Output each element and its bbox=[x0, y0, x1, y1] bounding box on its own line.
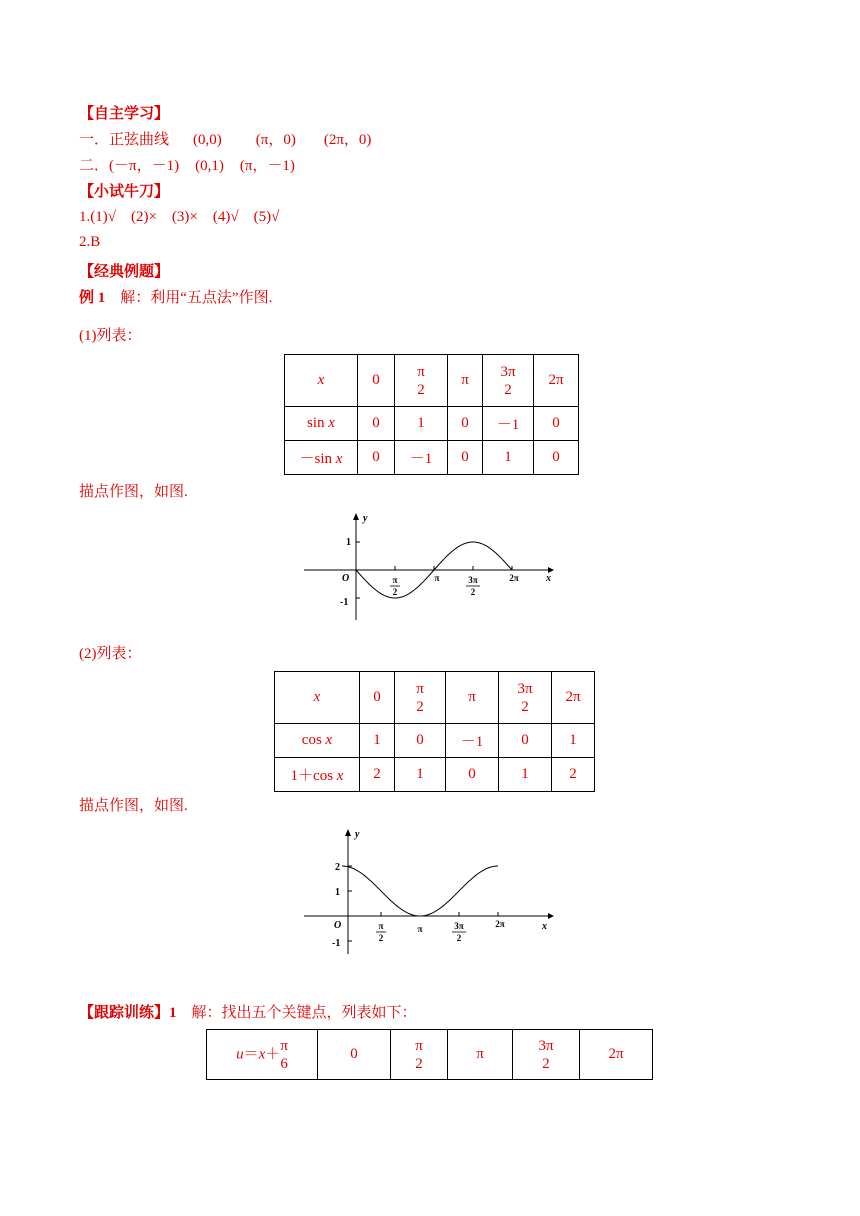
answer-1-point-2: (π，0) bbox=[255, 132, 296, 148]
graph-1-tick-neg1: -1 bbox=[340, 597, 349, 608]
value-table-3 bbox=[206, 1029, 653, 1080]
one-plus-cos-curve bbox=[342, 866, 498, 916]
table-2-header-0: 0 bbox=[360, 672, 395, 724]
value-table-1 bbox=[284, 354, 579, 475]
table-2-cell: 2 bbox=[552, 758, 595, 792]
graph-1-tick-pi2-den: 2 bbox=[392, 587, 398, 597]
graph-2-tick-2pi: 2π bbox=[495, 919, 505, 929]
table-2-header-3pi-over-2: 3π 2 bbox=[499, 672, 552, 724]
graph-1-tick-pi: π bbox=[434, 573, 440, 583]
table-1-header-0: 0 bbox=[358, 355, 395, 407]
table-3-header-pi-over-2: π 2 bbox=[391, 1030, 448, 1080]
graph-2-tick-neg1: -1 bbox=[332, 938, 341, 949]
table-1-row-2-label: －sin x bbox=[285, 441, 358, 475]
section-title-quick-test: 【小试牛刀】 bbox=[79, 184, 170, 200]
graph-2-x-label: x bbox=[542, 921, 547, 932]
table-2-cell: 1 bbox=[499, 758, 552, 792]
example-1-label: 例 1 bbox=[79, 290, 106, 306]
graph-2-tick-pi2-den: 2 bbox=[378, 933, 384, 943]
graph-2-tick-pi2-num: π bbox=[378, 921, 384, 931]
graph-one-plus-cos bbox=[302, 826, 562, 956]
table-1-cell: －1 bbox=[483, 407, 534, 441]
tracking-training-line bbox=[79, 1003, 417, 1023]
example-1-line bbox=[79, 288, 272, 308]
table-2-cell: 1 bbox=[360, 724, 395, 758]
table-1-header-2pi: 2π bbox=[534, 355, 579, 407]
part-2-plot-note: 描点作图，如图. bbox=[79, 798, 188, 814]
table-1-header-pi-over-2: π 2 bbox=[395, 355, 448, 407]
example-1-text: 解：利用“五点法”作图. bbox=[105, 290, 273, 306]
answer-1-point-1: (0,0) bbox=[193, 132, 222, 148]
answer-2-point-2: (0,1) bbox=[195, 158, 224, 174]
table-2-header-x: x bbox=[275, 672, 360, 724]
graph-1-tick-1: 1 bbox=[346, 537, 351, 548]
graph-1-tick-3pi2-den: 2 bbox=[470, 587, 476, 597]
graph-1-y-label: y bbox=[363, 513, 368, 524]
part-1-label: (1)列表： bbox=[79, 328, 142, 344]
answer-line-2 bbox=[79, 156, 295, 176]
table-1-cell: 0 bbox=[534, 407, 579, 441]
graph-2-origin: O bbox=[334, 920, 342, 931]
table-2-cell: 2 bbox=[360, 758, 395, 792]
table-1-row-1-label: sin x bbox=[285, 407, 358, 441]
table-1-cell: 0 bbox=[358, 441, 395, 475]
answer-2-point-3: (π，－1) bbox=[239, 158, 295, 174]
section-title-examples: 【经典例题】 bbox=[79, 264, 170, 280]
table-2-header-pi-over-2: π 2 bbox=[395, 672, 446, 724]
graph-2-tick-pi: π bbox=[417, 924, 423, 934]
graph-1-tick-2pi: 2π bbox=[509, 573, 519, 583]
part-2-label: (2)列表： bbox=[79, 646, 142, 662]
table-1-cell: 0 bbox=[534, 441, 579, 475]
table-1-cell: 0 bbox=[358, 407, 395, 441]
answer-1-prefix: 一．正弦曲线 bbox=[79, 132, 170, 148]
table-1-cell: －1 bbox=[395, 441, 448, 475]
quick-test-answer-1: 1.(1)√ (2)× (3)× (4)√ (5)√ bbox=[79, 209, 280, 225]
table-2-cell: 0 bbox=[499, 724, 552, 758]
graph-1-origin: O bbox=[342, 573, 350, 584]
table-1-cell: 1 bbox=[483, 441, 534, 475]
table-3-header-u: u＝x＋ π 6 bbox=[207, 1030, 318, 1080]
table-2-cell: 0 bbox=[446, 758, 499, 792]
table-2-cell: 1 bbox=[395, 758, 446, 792]
graph-2-y-label: y bbox=[355, 829, 360, 840]
part-1-plot-note: 描点作图，如图. bbox=[79, 484, 188, 500]
table-2-row-2-label: 1＋cos x bbox=[275, 758, 360, 792]
graph-2-tick-1: 1 bbox=[335, 887, 340, 898]
table-1-cell: 0 bbox=[448, 441, 483, 475]
quick-test-answer-2: 2.B bbox=[79, 234, 101, 250]
graph-neg-sin bbox=[302, 510, 562, 622]
graph-2-tick-3pi2-den: 2 bbox=[456, 933, 462, 943]
table-1-header-3pi-over-2: 3π 2 bbox=[483, 355, 534, 407]
table-2-cell: 0 bbox=[395, 724, 446, 758]
table-1-header-pi: π bbox=[448, 355, 483, 407]
graph-1-tick-pi2-num: π bbox=[392, 575, 398, 585]
answer-2-point-1: (－π，－1) bbox=[109, 158, 180, 174]
table-1-header-x: x bbox=[285, 355, 358, 407]
section-title-self-study: 【自主学习】 bbox=[79, 106, 170, 122]
answer-1-point-3: (2π，0) bbox=[323, 132, 372, 148]
value-table-2 bbox=[274, 671, 595, 792]
graph-2-tick-3pi2-num: 3π bbox=[454, 921, 464, 931]
answer-line-1 bbox=[79, 130, 371, 150]
table-3-header-3pi-over-2: 3π 2 bbox=[513, 1030, 580, 1080]
graph-1-x-label: x bbox=[546, 573, 551, 584]
answer-2-prefix: 二． bbox=[79, 158, 110, 174]
table-3-header-pi: π bbox=[448, 1030, 513, 1080]
table-3-header-2pi: 2π bbox=[580, 1030, 653, 1080]
table-1-cell: 0 bbox=[448, 407, 483, 441]
graph-1-tick-3pi2-num: 3π bbox=[468, 575, 478, 585]
table-2-header-2pi: 2π bbox=[552, 672, 595, 724]
table-2-header-pi: π bbox=[446, 672, 499, 724]
graph-2-tick-2: 2 bbox=[335, 862, 340, 873]
table-2-cell: －1 bbox=[446, 724, 499, 758]
table-2-row-1-label: cos x bbox=[275, 724, 360, 758]
table-1-cell: 1 bbox=[395, 407, 448, 441]
tracking-training-title: 【跟踪训练】1 bbox=[79, 1005, 177, 1021]
table-3-header-0: 0 bbox=[318, 1030, 391, 1080]
table-2-cell: 1 bbox=[552, 724, 595, 758]
tracking-training-text: 解：找出五个关键点，列表如下： bbox=[191, 1005, 417, 1021]
